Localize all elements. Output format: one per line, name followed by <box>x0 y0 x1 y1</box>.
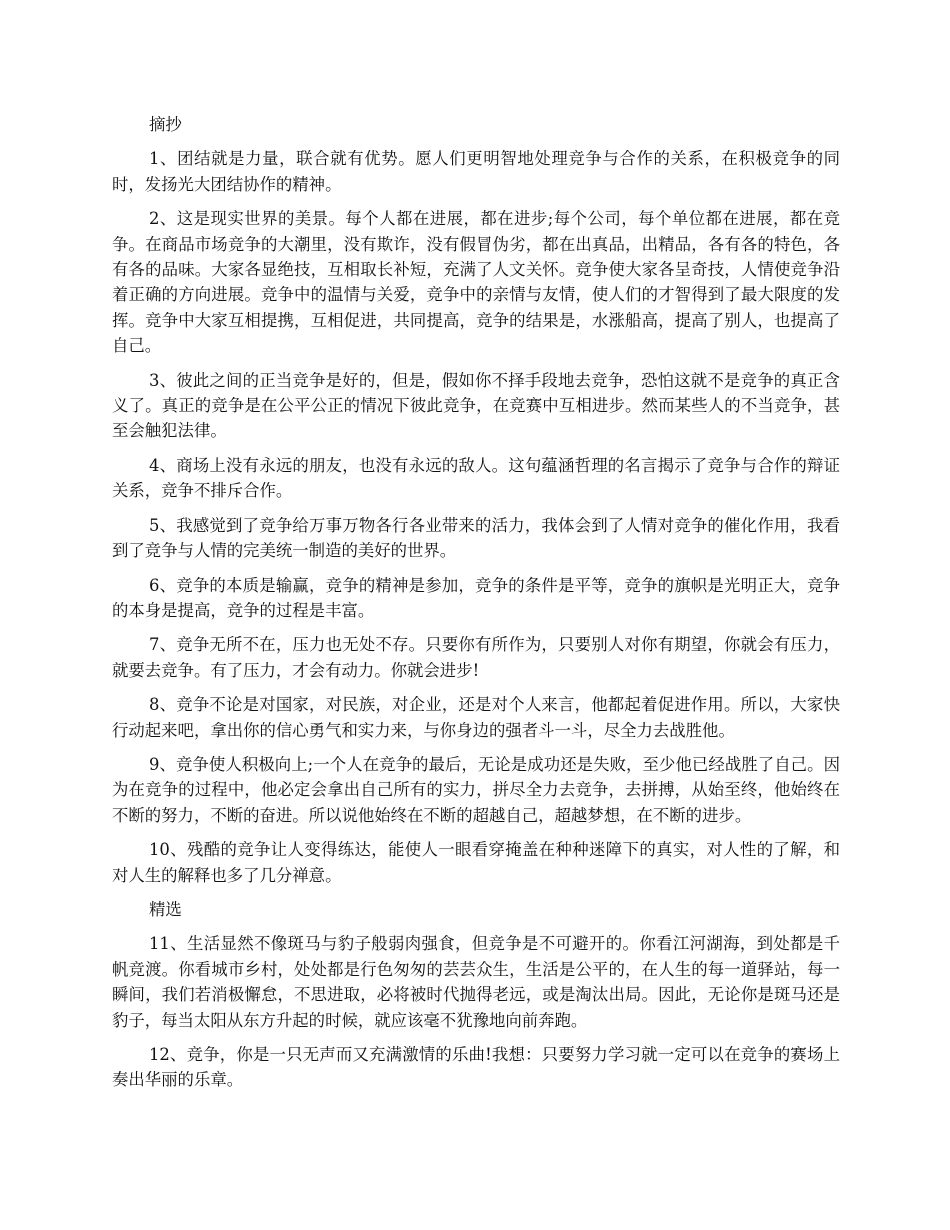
paragraph-6: 6、竞争的本质是输赢，竞争的精神是参加，竞争的条件是平等，竞争的旗帜是光明正大，竞争的本身是提高，竞争的过程是丰富。 <box>112 575 840 620</box>
paragraph-9: 9、竞争使人积极向上;一个人在竞争的最后，无论是成功还是失败，至少他已经战胜了自己。因为在竞争的过程中，他必定会拿出自己所有的实力，拼尽全力去竞争，去拼搏，从始至终，他始终在不断的努力，不断的奋进。所以说他始终在不断的超越自己，超越梦想，在不断的进步。 <box>112 754 840 825</box>
paragraph-4: 4、商场上没有永远的朋友，也没有永远的敌人。这句蕴涵哲理的名言揭示了竞争与合作的辩证关系，竞争不排斥合作。 <box>112 455 840 501</box>
section-heading-excerpts: 摘抄 <box>149 115 182 134</box>
paragraph-1: 1、团结就是力量，联合就有优势。愿人们更明智地处理竞争与合作的关系，在积极竞争的同时，发扬光大团结协作的精神。 <box>112 149 840 194</box>
paragraph-5: 5、我感觉到了竞争给万事万物各行各业带来的活力，我体会到了人情对竞争的催化作用，我看到了竞争与人情的完美统一制造的美好的世界。 <box>112 515 840 561</box>
paragraph-10: 10、残酷的竞争让人变得练达，能使人一眼看穿掩盖在种种迷障下的真实，对人性的了解，和对人生的解释也多了几分禅意。 <box>112 840 840 885</box>
paragraph-8: 8、竞争不论是对国家，对民族，对企业，还是对个人来言，他都起着促进作用。所以，大家快行动起来吧，拿出你的信心勇气和实力来，与你身边的强者斗一斗，尽全力去战胜他。 <box>112 695 840 740</box>
document-page <box>112 112 840 1102</box>
paragraph-11: 11、生活显然不像斑马与豹子般弱肉强食，但竞争是不可避开的。你看江河湖海，到处都是千帆竞渡。你看城市乡村，处处都是行色匆匆的芸芸众生，生活是公平的，在人生的每一道驿站，每一瞬间，我们若消极懈怠，不思进取，必将被时代抛得老远，或是淘汰出局。因此，无论你是斑马还是豹子，每当太阳从东方升起的时候，就应该毫不犹豫地向前奔跑。 <box>112 934 840 1030</box>
section-heading-selected: 精选 <box>149 899 182 919</box>
paragraph-2: 2、这是现实世界的美景。每个人都在进展，都在进步;每个公司，每个单位都在进展，都在竞争。在商品市场竞争的大潮里，没有欺诈，没有假冒伪劣，都在出真品，出精品，各有各的特色，各有各的品味。大家各显绝技，互相取长补短，充满了人文关怀。竞争使大家各呈奇技，人情使竞争沿着正确的方向进展。竞争中的温情与关爱，竞争中的亲情与友情，使人们的才智得到了最大限度的发挥。竞争中大家互相提携，互相促进，共同提高，竞争的结果是，水涨船高，提高了别人，也提高了自己。 <box>112 209 840 356</box>
paragraph-7: 7、竞争无所不在，压力也无处不存。只要你有所作为，只要别人对你有期望，你就会有压力，就要去竞争。有了压力，才会有动力。你就会进步! <box>112 635 840 680</box>
paragraph-12: 12、竞争，你是一只无声而又充满激情的乐曲!我想：只要努力学习就一定可以在竞争的赛场上奏出华丽的乐章。 <box>112 1045 840 1090</box>
paragraph-3: 3、彼此之间的正当竞争是好的，但是，假如你不择手段地去竞争，恐怕这就不是竞争的真正含义了。真正的竞争是在公平公正的情况下彼此竞争，在竞赛中互相进步。然而某些人的不当竞争，甚至会触犯法律。 <box>112 370 840 441</box>
